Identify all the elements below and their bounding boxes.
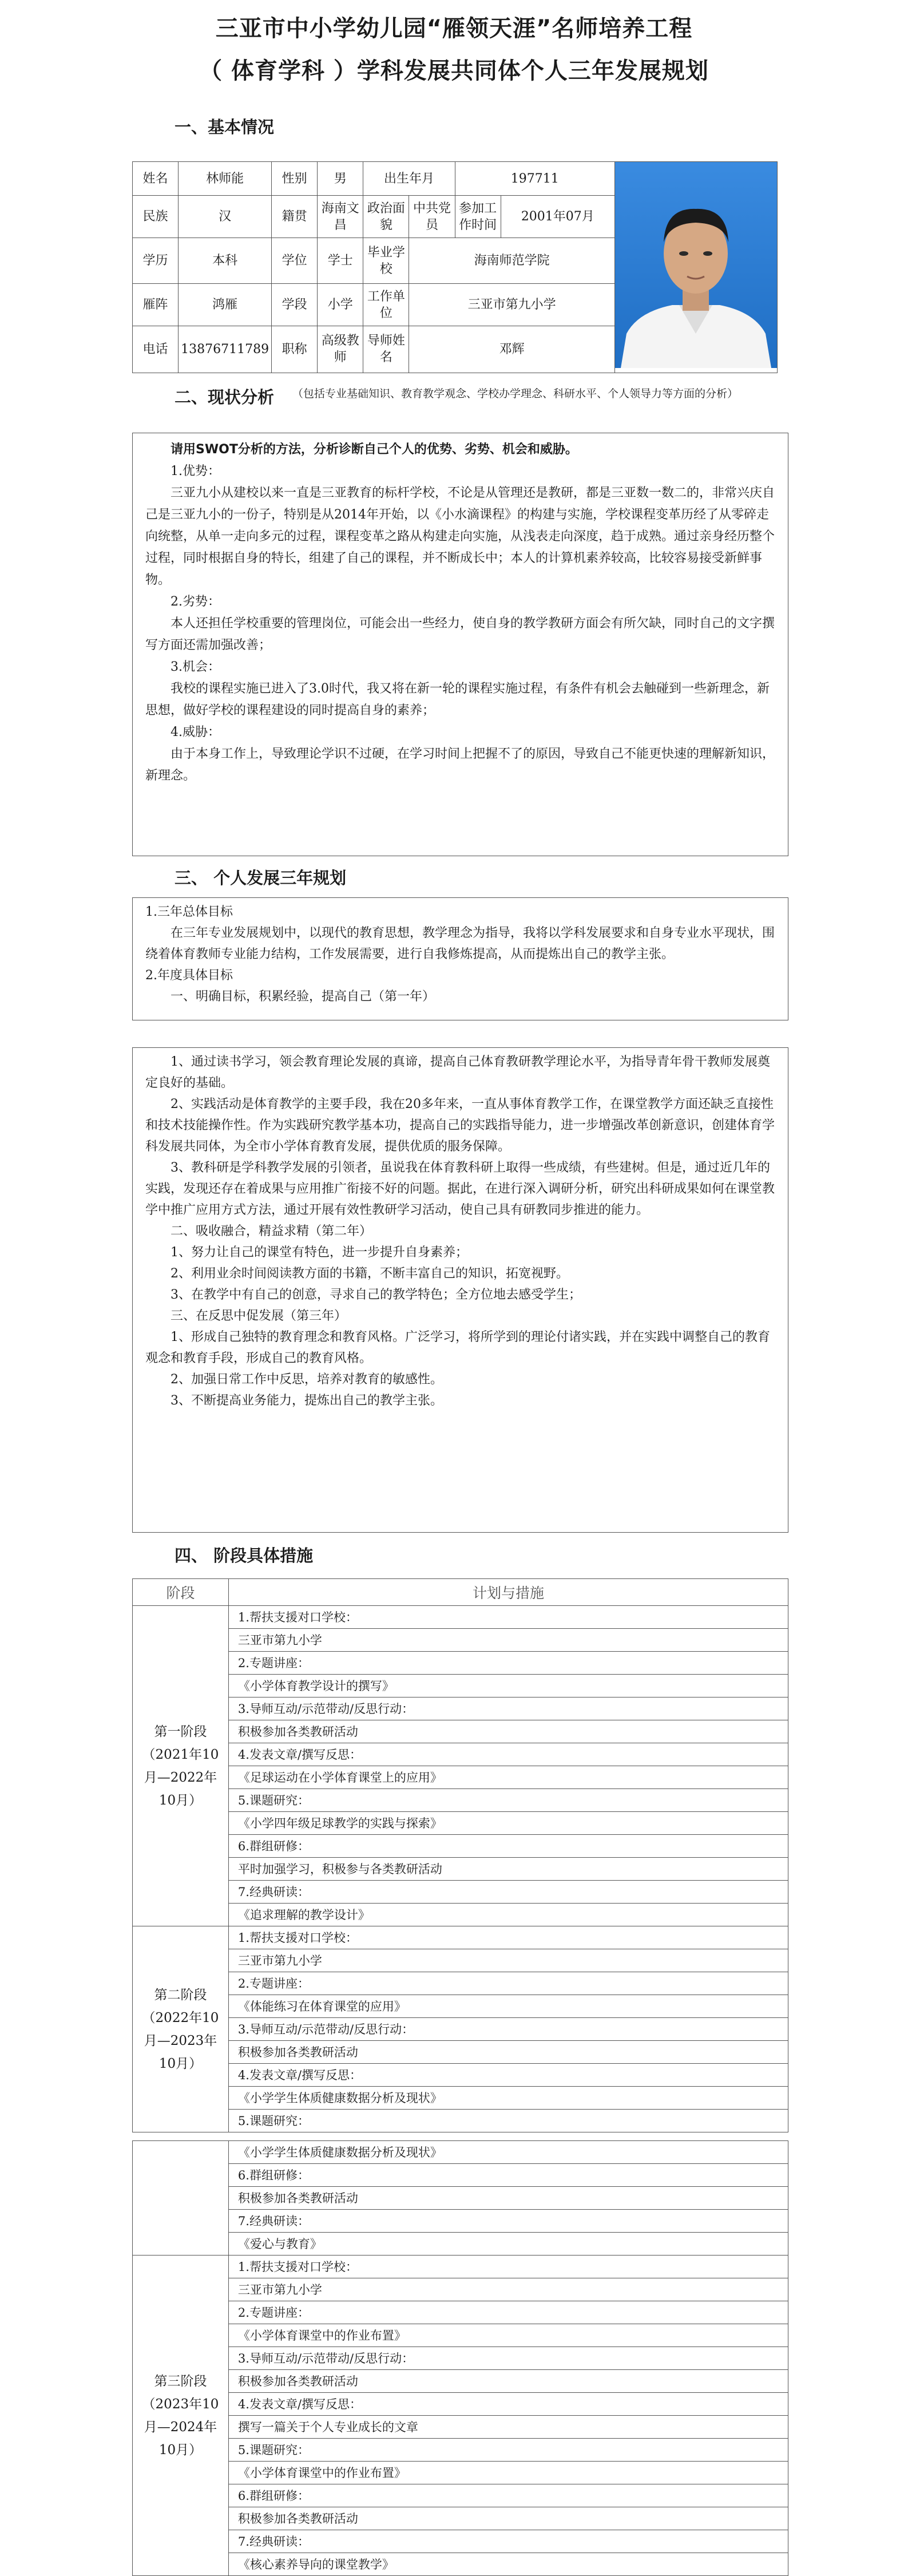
value-unit: 三亚市第九小学 [409, 284, 614, 326]
value-section: 小学 [318, 284, 363, 326]
plan-row: 6.群组研修： [228, 1835, 788, 1858]
section1-heading: 一、基本情况 [175, 117, 275, 137]
plan-row: 1.帮扶支援对口学校： [228, 1926, 788, 1949]
value-hometown: 海南文昌 [318, 196, 363, 238]
value-political: 中共党员 [409, 196, 455, 238]
plan-row: 4.发表文章/撰写反思： [228, 1743, 788, 1766]
plan-row: 积极参加各类教研活动 [228, 2370, 788, 2393]
label-title: 职称 [272, 326, 318, 373]
plan-row: 三亚市第九小学 [228, 2278, 788, 2301]
plan-row: 《小学体育课堂中的作业布置》 [228, 2324, 788, 2347]
document-title-line1: 三亚市中小学幼儿园“雁领天涯”名师培养工程 [215, 15, 693, 42]
plan-table-part1 [132, 1578, 788, 2132]
value-degree: 学士 [318, 238, 363, 284]
value-school: 海南师范学院 [409, 238, 614, 284]
year3-item: 2、加强日常工作中反思，培养对教育的敏感性。 [171, 1372, 443, 1387]
col-stage-header: 阶段 [133, 1579, 229, 1606]
label-unit: 工作单位 [363, 284, 409, 326]
section2-heading: 二、现状分析 [175, 387, 275, 407]
plan-row: 《小学学生体质健康数据分析及现状》 [228, 2141, 788, 2164]
label-hometown: 籍贯 [272, 196, 318, 238]
plan-row: 《核心素养导向的课堂教学》 [228, 2553, 788, 2576]
label-mentor: 导师姓名 [363, 326, 409, 373]
label-tier: 雁阵 [133, 284, 179, 326]
plan-row: 《小学体育课堂中的作业布置》 [228, 2462, 788, 2484]
label-ethnicity: 民族 [133, 196, 179, 238]
overall-goal-label: 1.三年总体目标 [145, 905, 233, 919]
section3-heading: 三、 个人发展三年规划 [175, 868, 347, 888]
value-ethnicity: 汉 [179, 196, 272, 238]
basic-info-table [132, 161, 778, 373]
value-gender: 男 [318, 162, 363, 196]
value-birth: 197711 [455, 162, 614, 196]
year1-item: 2、实践活动是体育教学的主要手段，我在20多年来，一直从事体育教学工作，在课堂教学方面还缺乏直接性和技术技能操作性。作为实践研究教学基本功，提高自己的实践指导能力，进一步增强改革创新意识，创建体育学科发展共同体，为全市小学体育教育发展，提供优质的服务保障。 [145, 1097, 775, 1154]
plan-row: 4.发表文章/撰写反思： [228, 2064, 788, 2087]
plan-row: 7.经典研读： [228, 2530, 788, 2553]
plan-row: 5.课题研究： [228, 1789, 788, 1812]
label-education: 学历 [133, 238, 179, 284]
plan-row: 积极参加各类教研活动 [228, 2041, 788, 2064]
plan-row: 2.专题讲座： [228, 1652, 788, 1675]
threat-label: 4.威胁： [171, 725, 220, 739]
opportunity-label: 3.机会： [171, 660, 220, 674]
value-education: 本科 [179, 238, 272, 284]
plan-row: 三亚市第九小学 [228, 1949, 788, 1972]
strength-text: 三亚九小从建校以来一直是三亚教育的标杆学校，不论是从管理还是教研，都是三亚数一数二的，非常兴庆自己是三亚九小的一份子，特别是从2014年开始，以《小水滴课程》的构建与实施，学校课程变革历经了从零碎走向统整，从单一走向多元的过程，课程变革之路从构建走向实施，从浅表走向深度，趋于成熟。通过亲身经历整个过程，同时根据自身的特长，组建了自己的课程，并不断成长中；本人的计算机素养较高，比较容易接受新鲜事物。 [145, 486, 775, 587]
annual-goals-box [132, 1047, 788, 1533]
weakness-label: 2.劣势： [171, 595, 220, 609]
section2-note: （包括专业基础知识、教育教学观念、学校办学理念、科研水平、个人领导力等方面的分析） [292, 387, 739, 400]
label-name: 姓名 [133, 162, 179, 196]
portrait-photo [614, 162, 777, 373]
plan-row: 1.帮扶支援对口学校： [228, 1606, 788, 1629]
plan-row: 3.导师互动/示范带动/反思行动： [228, 2018, 788, 2041]
plan-row: 积极参加各类教研活动 [228, 1720, 788, 1743]
label-degree: 学位 [272, 238, 318, 284]
value-phone: 13876711789 [179, 326, 272, 373]
year2-heading: 二、吸收融合，精益求精（第二年） [171, 1224, 372, 1238]
label-school: 毕业学校 [363, 238, 409, 284]
section4-heading: 四、 阶段具体措施 [175, 1546, 314, 1565]
plan-row: 三亚市第九小学 [228, 1629, 788, 1652]
label-birth: 出生年月 [363, 162, 455, 196]
overall-goals-box [132, 897, 788, 1020]
year1-item: 3、教科研是学科教学发展的引领者，虽说我在体育教科研上取得一些成绩，有些建树。但是，通过近几年的实践，发现还存在着成果与应用推广衔接不好的问题。据此，在进行深入调研分析，研究出科研成果如何在课堂教学中推广应用方式方法，通过开展有效性教研学习活动，使自己具有研教同步推进的能力。 [145, 1161, 775, 1217]
plan-row: 积极参加各类教研活动 [228, 2187, 788, 2210]
year2-item: 2、利用业余时间阅读教方面的书籍，不断丰富自己的知识，拓宽视野。 [171, 1267, 569, 1281]
year3-item: 3、不断提高业务能力，提炼出自己的教学主张。 [171, 1394, 443, 1408]
opportunity-text: 我校的课程实施已进入了3.0时代，我又将在新一轮的课程实施过程，有条件有机会去触碰到一些新理念，新思想，做好学校的课程建设的同时提高自身的素养； [145, 682, 770, 718]
strength-label: 1.优势： [171, 464, 220, 478]
col-plan-header: 计划与措施 [228, 1579, 788, 1606]
year3-heading: 三、在反思中促发展（第三年） [171, 1309, 347, 1323]
weakness-text: 本人还担任学校重要的管理岗位，可能会出一些经力，使自身的教学教研方面会有所欠缺，同时自己的文字撰写方面还需加强改善； [145, 616, 775, 652]
plan-row: 3.导师互动/示范带动/反思行动： [228, 2347, 788, 2370]
value-work-start: 2001年07月 [501, 196, 614, 238]
plan-row: 5.课题研究： [228, 2110, 788, 2132]
document-title-line2: （ 体育学科 ）学科发展共同体个人三年发展规划 [199, 58, 709, 84]
plan-row: 《小学学生体质健康数据分析及现状》 [228, 2087, 788, 2110]
value-title: 高级教师 [318, 326, 363, 373]
plan-row: 5.课题研究： [228, 2439, 788, 2462]
year3-item: 1、形成自己独特的教育理念和教育风格。广泛学习，将所学到的理论付诸实践，并在实践中调整自己的教育观念和教育手段，形成自己的教育风格。 [145, 1330, 771, 1366]
plan-row: 4.发表文章/撰写反思： [228, 2393, 788, 2416]
label-section: 学段 [272, 284, 318, 326]
swot-analysis-box [132, 433, 788, 856]
value-tier: 鸿雁 [179, 284, 272, 326]
plan-row: 《体能练习在体育课堂的应用》 [228, 1995, 788, 2018]
plan-row: 撰写一篇关于个人专业成长的文章 [228, 2416, 788, 2439]
plan-row: 平时加强学习，积极参与各类教研活动 [228, 1858, 788, 1881]
plan-row: 7.经典研读： [228, 1881, 788, 1904]
label-political: 政治面貌 [363, 196, 409, 238]
stage1-label: 第一阶段（2021年10月—2022年10月） [133, 1606, 229, 1926]
threat-text: 由于本身工作上，导致理论学识不过硬，在学习时间上把握不了的原因，导致自己不能更快速的理解新知识，新理念。 [145, 747, 775, 783]
plan-row: 6.群组研修： [228, 2484, 788, 2507]
year2-item: 3、在教学中有自己的创意，寻求自己的教学特色；全方位地去感受学生； [171, 1288, 581, 1302]
plan-row: 《足球运动在小学体育课堂上的应用》 [228, 1766, 788, 1789]
plan-row: 《爱心与教育》 [228, 2233, 788, 2256]
year2-item: 1、努力让自己的课堂有特色，进一步提升自身素养； [171, 1245, 468, 1260]
year1-heading: 一、明确目标，积累经验，提高自己（第一年） [171, 990, 435, 1004]
plan-row: 7.经典研读： [228, 2210, 788, 2233]
label-phone: 电话 [133, 326, 179, 373]
plan-row: 2.专题讲座： [228, 1972, 788, 1995]
label-work-start: 参加工作时间 [455, 196, 501, 238]
plan-row: 《追求理解的教学设计》 [228, 1904, 788, 1926]
plan-row: 《小学四年级足球教学的实践与探索》 [228, 1812, 788, 1835]
plan-row: 1.帮扶支援对口学校： [228, 2256, 788, 2278]
plan-row: 积极参加各类教研活动 [228, 2507, 788, 2530]
swot-lead: 请用SWOT分析的方法，分析诊断自己个人的优势、劣势、机会和威胁。 [171, 442, 578, 457]
stage3-label: 第三阶段（2023年10月—2024年10月） [133, 2256, 229, 2576]
annual-goal-label: 2.年度具体目标 [145, 968, 233, 983]
year1-item: 1、通过读书学习，领会教育理论发展的真谛，提高自己体育教研教学理论水平，为指导青年骨干教师发展奠定良好的基础。 [145, 1055, 771, 1090]
overall-goal-text: 在三年专业发展规划中，以现代的教育思想，教学理念为指导，我将以学科发展要求和自身专业水平现状，围绕着体育教师专业能力结构，工作发展需要，进行自我修炼提高，从而提炼出自己的教学主张。 [145, 926, 775, 961]
label-gender: 性别 [272, 162, 318, 196]
value-mentor: 邓辉 [409, 326, 614, 373]
value-name: 林师能 [179, 162, 272, 196]
portrait-image [615, 162, 777, 368]
plan-row: 3.导师互动/示范带动/反思行动： [228, 1697, 788, 1720]
stage2-label: 第二阶段（2022年10月—2023年10月） [133, 1926, 229, 2132]
plan-row: 2.专题讲座： [228, 2301, 788, 2324]
plan-row: 6.群组研修： [228, 2164, 788, 2187]
stage2-continued [133, 2141, 229, 2256]
plan-row: 《小学体育教学设计的撰写》 [228, 1675, 788, 1697]
plan-table-part2 [132, 2140, 788, 2576]
